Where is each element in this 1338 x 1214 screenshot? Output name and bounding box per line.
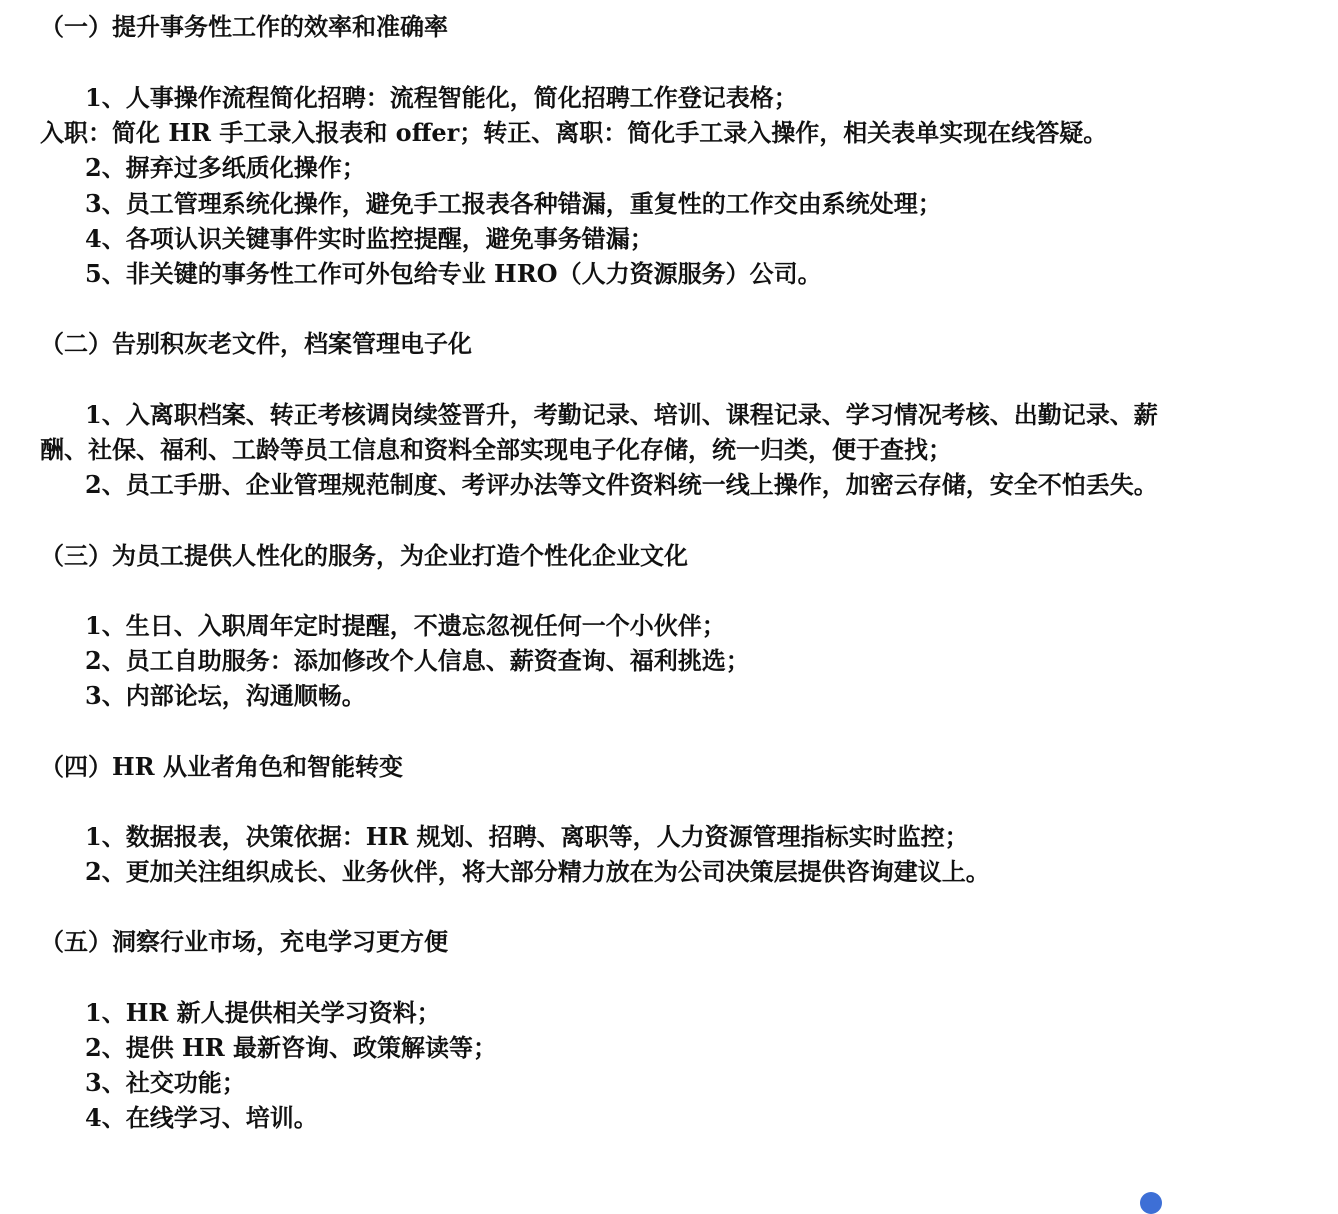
section-4-heading: （四）HR 从业者角色和智能转变 — [40, 752, 403, 781]
section-4-line-1: 1、数据报表，决策依据：HR 规划、招聘、离职等，人力资源管理指标实时监控； — [85, 822, 969, 851]
section-2-line-3: 2、员工手册、企业管理规范制度、考评办法等文件资料统一线上操作，加密云存储，安全不怕丢失。 — [85, 470, 1158, 499]
scroll-indicator-dot — [1140, 1192, 1162, 1214]
section-1-line-6: 5、非关键的事务性工作可外包给专业 HRO（人力资源服务）公司。 — [85, 259, 822, 288]
section-2-line-2: 酬、社保、福利、工龄等员工信息和资料全部实现电子化存储，统一归类，便于查找； — [40, 435, 952, 464]
section-5-line-3: 3、社交功能； — [85, 1068, 246, 1097]
section-1-line-4: 3、员工管理系统化操作，避免手工报表各种错漏，重复性的工作交由系统处理； — [85, 189, 942, 218]
section-3-line-3: 3、内部论坛，沟通顺畅。 — [85, 681, 366, 710]
section-1-line-1: 1、人事操作流程简化招聘：流程智能化，简化招聘工作登记表格； — [85, 83, 798, 112]
section-1-line-2: 入职：简化 HR 手工录入报表和 offer；转正、离职：简化手工录入操作，相关表单实现在线答疑。 — [40, 118, 1108, 147]
section-5-line-1: 1、HR 新人提供相关学习资料； — [85, 998, 441, 1027]
section-5-heading: （五）洞察行业市场，充电学习更方便 — [40, 927, 448, 956]
section-3-line-1: 1、生日、入职周年定时提醒，不遗忘忽视任何一个小伙伴； — [85, 611, 726, 640]
section-2-heading: （二）告别积灰老文件，档案管理电子化 — [40, 329, 472, 358]
section-1-line-5: 4、各项认识关键事件实时监控提醒，避免事务错漏； — [85, 224, 654, 253]
section-4-line-2: 2、更加关注组织成长、业务伙伴，将大部分精力放在为公司决策层提供咨询建议上。 — [85, 857, 990, 886]
section-2-line-1: 1、入离职档案、转正考核调岗续签晋升，考勤记录、培训、课程记录、学习情况考核、出勤记录、薪 — [85, 400, 1158, 429]
section-1-heading: （一）提升事务性工作的效率和准确率 — [40, 12, 448, 41]
section-5-line-4: 4、在线学习、培训。 — [85, 1103, 318, 1132]
section-5-line-2: 2、提供 HR 最新咨询、政策解读等； — [85, 1033, 498, 1062]
section-1-line-3: 2、摒弃过多纸质化操作； — [85, 153, 366, 182]
section-3-heading: （三）为员工提供人性化的服务，为企业打造个性化企业文化 — [40, 541, 688, 570]
section-3-line-2: 2、员工自助服务：添加修改个人信息、薪资查询、福利挑选； — [85, 646, 750, 675]
